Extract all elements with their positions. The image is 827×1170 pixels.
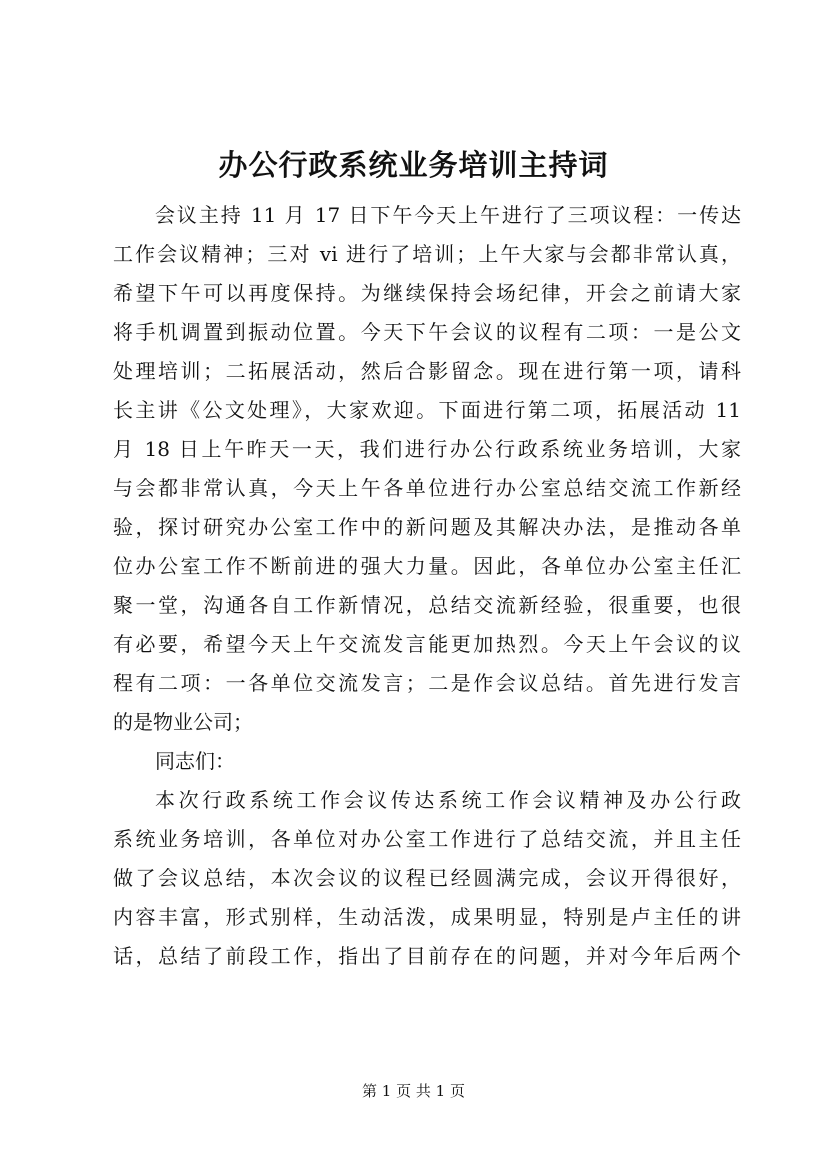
text-line: 将手机调置到振动位置。今天下午会议的议程有二项：一是公文 [113,320,741,344]
text-line: 话，总结了前段工作，指出了目前存在的问题，并对今年后两个 [113,944,741,968]
text-line: 位办公室工作不断前进的强大力量。因此，各单位办公室主任汇 [113,554,741,578]
paragraph-closing [113,781,741,976]
text-line: 工作会议精神；三对 vi 进行了培训；上午大家与会都非常认真， [113,242,741,266]
paragraph-opening [113,196,741,742]
text-line: 有必要，希望今天上午交流发言能更加热烈。今天上午会议的议 [113,632,741,656]
text-line: 的是物业公司； [113,710,253,734]
text-line: 会议主持 11 月 17 日下午今天上午进行了三项议程：一传达 [155,203,741,227]
text-line: 做了会议总结，本次会议的议程已经圆满完成，会议开得很好， [113,866,741,890]
text-line: 程有二项：一各单位交流发言；二是作会议总结。首先进行发言 [113,671,741,695]
document-title: 办公行政系统业务培训主持词 [218,148,609,182]
text-line: 系统业务培训，各单位对办公室工作进行了总结交流，并且主任 [113,827,741,851]
paragraph-salutation [113,742,741,781]
text-line: 月 18 日上午昨天一天，我们进行办公行政系统业务培训，大家 [113,437,741,461]
page-footer: 第 1 页 共 1 页 [362,1082,465,1100]
text-line: 处理培训；二拓展活动，然后合影留念。现在进行第一项，请科 [113,359,741,383]
text-line: 聚一堂，沟通各自工作新情况，总结交流新经验，很重要，也很 [113,593,741,617]
text-line: 本次行政系统工作会议传达系统工作会议精神及办公行政 [155,788,741,812]
text-line: 内容丰富，形式别样，生动活泼，成果明显，特别是卢主任的讲 [113,905,741,929]
text-line: 与会都非常认真，今天上午各单位进行办公室总结交流工作新经 [113,476,741,500]
text-line: 同志们： [155,749,235,773]
text-line: 希望下午可以再度保持。为继续保持会场纪律，开会之前请大家 [113,281,741,305]
text-line: 长主讲《公文处理》，大家欢迎。下面进行第二项，拓展活动 11 [113,398,741,422]
text-line: 验，探讨研究办公室工作中的新问题及其解决办法，是推动各单 [113,515,741,539]
document-body [113,196,741,976]
